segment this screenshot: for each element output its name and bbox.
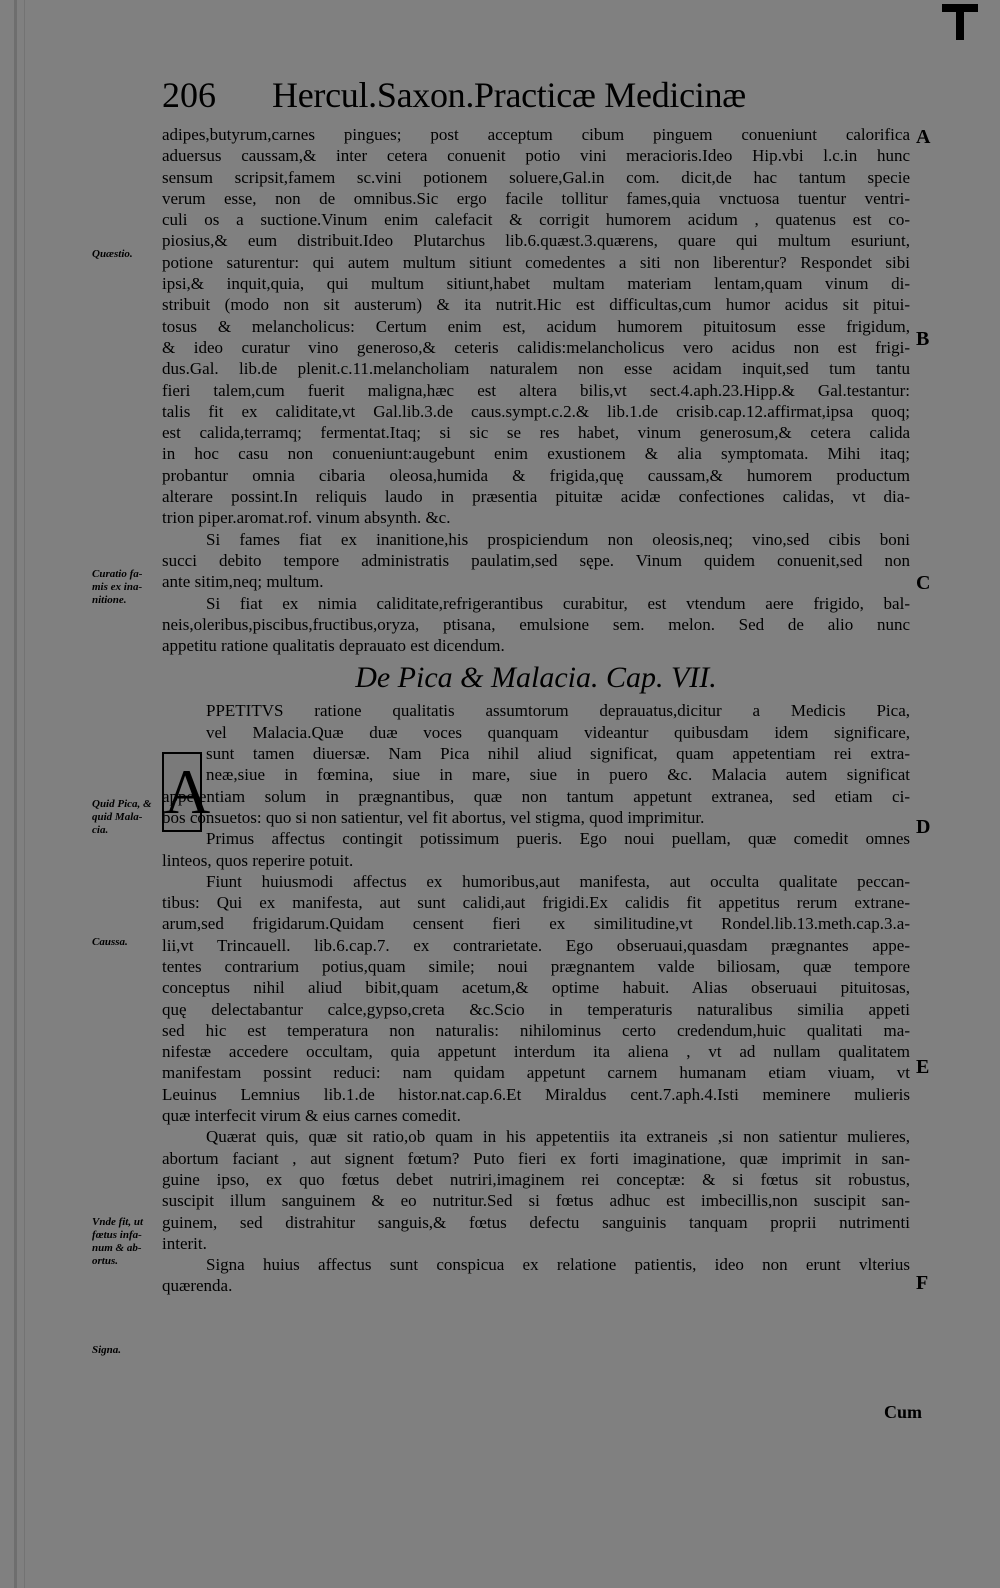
text-line: Primus affectus contingit potissimum pueris. Ego noui puellam, quæ comedit omnes xyxy=(206,829,910,849)
paragraph-1 xyxy=(162,124,910,529)
drop-cap: A xyxy=(162,752,202,832)
text-line: quærenda. xyxy=(162,1276,233,1296)
page-header xyxy=(162,72,922,118)
text-line: quę delectabantur calce,gypso,creta &c.Scio in temperaturis naturalibus similia appeti xyxy=(162,999,910,1019)
text-line: suscipit illum sanguinem & eo nutritur.Sed si fœtus adhuc est imbecillis,non suscipit san- xyxy=(162,1191,910,1211)
text-line: Leuinus Lemnius lib.1.de histor.nat.cap.6.Et Miraldus cent.7.aph.4.Isti meminere mulieris xyxy=(162,1084,910,1104)
section-letter-b: B xyxy=(916,328,930,350)
text-line: appetitu ratione qualitatis deprauato est dicendum. xyxy=(162,636,505,656)
section-letter-e: E xyxy=(916,1056,930,1078)
text-line: alterare possint.In reliquis laudo in præsentia pituitæ acidæ confectiones calidas, vt dia- xyxy=(162,487,910,507)
text-line: neis,oleribus,piscibus,fructibus,oryza, ptisana, emulsione sem. melon. Sed de alio nunc xyxy=(162,614,910,634)
chapter-title: De Pica & Malacia. Cap. VII. xyxy=(355,661,717,695)
paragraph-5 xyxy=(162,871,910,1127)
text-line: lii,vt Trincauell. lib.6.cap.7. ex contrarietate. Ego obseruaui,quasdam prægnantes appe- xyxy=(162,935,910,955)
text-line: Signa huius affectus sunt conspicua ex relatione patientis, ideo non erunt vlterius xyxy=(206,1255,910,1275)
text-line: succi debito tempore administratis paulatim,sed sępe. Vinum quidem conuenit,sed non xyxy=(162,550,910,570)
text-line: guinem, sed distrahitur sanguis,& fœtus defectu sanguinis tanquam proprii nutrimenti xyxy=(162,1212,910,1232)
text-line: trion piper.aromat.rof. vinum absynth. &c. xyxy=(162,508,451,528)
page-edge-rule xyxy=(14,0,17,1588)
section-letter-f: F xyxy=(916,1272,929,1294)
margin-note-quaestio: Quæstio. xyxy=(92,248,133,260)
text-line: neæ,siue in fœmina, siue in mare, siue in puero &c. Malacia autem significat xyxy=(206,765,910,785)
page-edge-rule-thin xyxy=(24,0,25,1588)
paragraph-chapter xyxy=(162,700,910,828)
text-line: guine ipso, ex quo fœtus debet nutriri,imaginem rei conceptæ: & si fœtus sit robustus, xyxy=(162,1169,910,1189)
text-line: tentes contrarium potius,quam simile; noui prægnantem valde biliosam, quæ tempore xyxy=(162,956,910,976)
text-line: PPETITVS ratione qualitatis assumtorum deprauatus,dicitur a Medicis Pica, xyxy=(206,701,910,721)
text-line: est calida,terramq; fermentat.Itaq; si sic se res habet, vinum generosum,& cetera calida xyxy=(162,423,910,443)
paragraph-7 xyxy=(162,1254,910,1297)
margin-note-caussa: Caussa. xyxy=(92,936,128,948)
text-line: fieri talem,cum fuerit maligna,hæc est altera bilis,vt sect.4.aph.23.Hipp.& Gal.testantur: xyxy=(162,380,910,400)
text-line: nifestæ accedere occultam, quia appetunt interdum ita aliena , vt ad nullam qualitatem xyxy=(162,1042,910,1062)
text-line: dus.Gal. lib.de plenit.c.11.melancholiam naturalem non esse acidam inquit,sed tum tantu xyxy=(162,359,910,379)
text-line: verum esse, non de omnibus.Sic ergo facile tollitur fames,quia vnctuosa tuentur ventri- xyxy=(162,188,910,208)
catchword: Cum xyxy=(883,1402,922,1422)
text-line: & ideo curatur vino generoso,& ceteris calidis:melancholicus vero acidus non est frigi- xyxy=(162,337,910,357)
text-line: tosus & melancholicus: Certum enim est, acidum humorem pituitosum esse frigidum, xyxy=(162,316,910,336)
text-line: Quærat quis, quæ sit ratio,ob quam in his appetentiis ita extraneis ,si non satientur mulieres, xyxy=(206,1127,910,1147)
text-line: sensum scripsit,famem sc.vini potionem soluere,Gal.in com. dicit,de hac tantum specie xyxy=(162,167,910,187)
text-line: abortum faciant , aut signent fœtum? Puto fieri ex forti imaginatione, quæ imprimit in san- xyxy=(162,1148,910,1168)
text-line: adipes,butyrum,carnes pingues; post acceptum cibum pinguem conueniunt calorifica xyxy=(162,125,910,144)
text-line: conceptus nihil aliud bibit,quam acetum,& optime habuit. Alias obseruaui pituitosas, xyxy=(162,978,910,998)
section-letter-c: C xyxy=(916,572,931,594)
text-line: manifestam possint reduci: nam quidam appetunt carnem humanam etiam viuam, vt xyxy=(162,1063,910,1083)
text-line: Fiunt huiusmodi affectus ex humoribus,aut manifesta, aut occulta qualitate peccan- xyxy=(206,871,910,891)
text-line: in hoc casu non conueniunt:augebunt enim exustionem & alia symptomata. Mihi itaq; xyxy=(162,444,910,464)
text-line: interit. xyxy=(162,1233,207,1253)
text-line: sunt tamen diuersæ. Nam Pica nihil aliud significat, quam appetentiam rei extra- xyxy=(206,744,910,764)
text-line: vel Malacia.Quæ duæ voces quanquam videantur quibusdam idem significare, xyxy=(206,722,910,742)
paragraph-3 xyxy=(162,593,910,657)
text-line: potione saturentur: qui autem multum sitiunt comedentes a siti non liberentur? Respondet sibi xyxy=(162,252,910,272)
text-body xyxy=(162,124,910,1297)
text-line: probantur omnia cibaria oleosa,humida & frigida,quę caussam,& humorem productum xyxy=(162,465,910,485)
text-line: Si fames fiat ex inanitione,his prospiciendum non oleosis,neq; vino,sed cibis boni xyxy=(206,529,910,549)
page-number: 206 xyxy=(162,75,216,115)
text-line: culi os a suctione.Vinum enim calefacit & corrigit humorem acidum , quatenus est co- xyxy=(162,210,910,230)
paragraph-2 xyxy=(162,529,910,593)
corner-mark-icon xyxy=(940,0,980,40)
text-line: piosius,& eum distribuit.Ideo Plutarchus lib.6.quæst.3.quærens, quare qui multum esuriunt, xyxy=(162,231,910,251)
margin-note-quid-pica: Quid Pica, & quid Mala-cia. xyxy=(92,798,152,836)
text-line: tibus: Qui ex manifesta, aut sunt calidi,aut frigidi.Ex calidis fit appetitus rerum extrane- xyxy=(162,893,910,913)
text-line: quæ interfecit virum & eius carnes comedit. xyxy=(162,1106,461,1126)
paragraph-6 xyxy=(162,1126,910,1254)
text-line: aduersus caussam,& inter cetera conuenit potio vini meracioris.Ideo Hip.vbi l.c.in hunc xyxy=(162,146,910,166)
section-letter-d: D xyxy=(916,816,931,838)
section-letter-a: A xyxy=(916,126,931,148)
margin-note-curatio: Curatio fa-mis ex ina-nitione. xyxy=(92,568,143,606)
text-line: Si fiat ex nimia caliditate,refrigerantibus curabitur, est vtendum aere frigido, bal- xyxy=(206,593,910,613)
text-line: arum,sed frigidarum.Quidam censent fieri ex similitudine,vt Rondel.lib.13.meth.cap.3.a- xyxy=(162,914,910,934)
text-line: ipsi,& inquit,quia, qui multum sitiunt,habet multam materiam lentam,quam vinum di- xyxy=(162,274,910,294)
text-line: linteos, quos reperire potuit. xyxy=(162,850,354,870)
text-line: talis fit ex caliditate,vt Gal.lib.3.de caus.sympt.c.2.& lib.1.de crisib.cap.12.affirmat,ipsa quoq; xyxy=(162,401,910,421)
margin-note-vnde: Vnde fit, ut fœtus infa-num & ab-ortus. xyxy=(92,1216,144,1267)
running-head: Hercul.Saxon.Practicæ Medicinæ xyxy=(272,75,746,115)
paragraph-4 xyxy=(162,828,910,871)
text-line: appetentiam solum in prægnantibus, quæ non tantum appetunt extranea, sed etiam ci- xyxy=(162,786,910,806)
text-line: stribuit (modo non sit austerum) & ita nutrit.Hic est difficultas,cum humor acidus sit pitui- xyxy=(162,295,910,315)
margin-note-signa: Signa. xyxy=(92,1344,122,1356)
text-line: bos consuetos: quo si non satientur, vel fit abortus, vel stigma, quod imprimitur. xyxy=(162,807,705,827)
text-line: ante sitim,neq; multum. xyxy=(162,572,324,592)
text-line: sed hic est temperatura non naturalis: nihilominus certo credendum,huic qualitati ma- xyxy=(162,1020,910,1040)
